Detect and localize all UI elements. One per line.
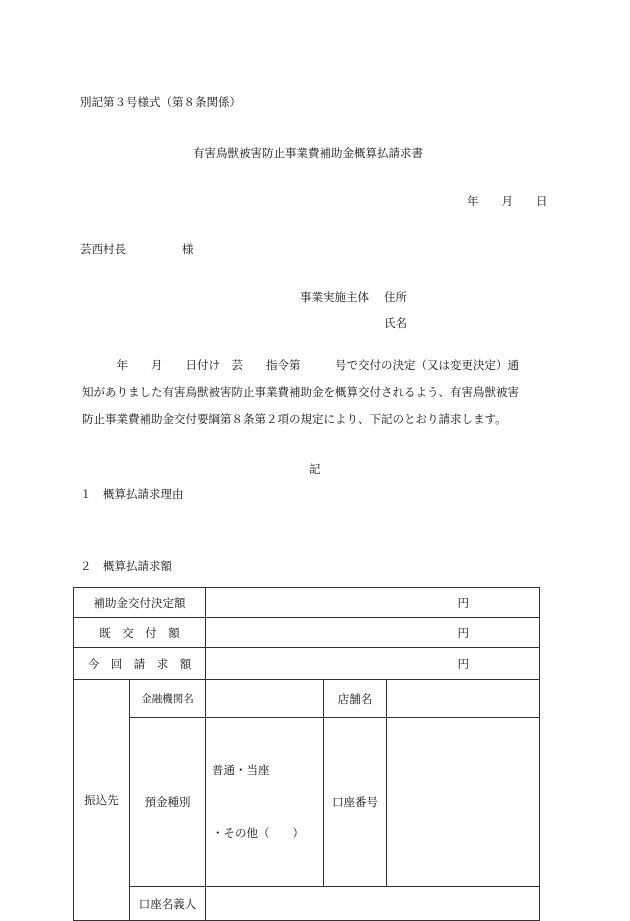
date-line: 年 月 日: [467, 194, 548, 208]
account-number-field[interactable]: [387, 718, 540, 887]
body-line: 年 月 日付け 芸 指令第 号で交付の決定（又は変更決定）通: [82, 358, 519, 372]
addressee-honorific: 様: [182, 242, 194, 256]
applicant-name-label: 氏名: [384, 316, 407, 330]
decided-amount-value[interactable]: 円: [206, 588, 540, 618]
body-paragraph: [82, 352, 532, 433]
current-request-value[interactable]: 円: [206, 648, 540, 680]
applicant-entity-label: 事業実施主体: [300, 290, 369, 304]
already-paid-label: 既 交 付 額: [74, 618, 206, 648]
form-reference: 別記第３号様式（第８条関係）: [80, 95, 241, 109]
branch-label: 店舗名: [324, 680, 387, 718]
item-amount-heading: ２ 概算払請求額: [80, 559, 172, 573]
branch-field[interactable]: [387, 680, 540, 718]
transfer-destination-label: 振込先: [74, 680, 130, 921]
bank-name-label: 金融機関名: [130, 680, 206, 718]
ki-heading: 記: [309, 462, 321, 476]
decided-amount-label: 補助金交付決定額: [74, 588, 206, 618]
applicant-address-label: 住所: [384, 290, 407, 304]
account-holder-label: 口座名義人: [130, 887, 206, 921]
document-title: 有害鳥獣被害防止事業費補助金概算払請求書: [193, 146, 423, 160]
current-request-label: 今 回 請 求 額: [74, 648, 206, 680]
request-amount-table: [73, 587, 540, 921]
already-paid-value[interactable]: 円: [206, 618, 540, 648]
deposit-option-other: ・その他（ ）: [212, 826, 304, 840]
account-number-label: 口座番号: [324, 718, 387, 887]
account-holder-field[interactable]: [206, 887, 540, 921]
deposit-type-options[interactable]: [206, 718, 324, 887]
deposit-option-ordinary-current: 普通・当座: [212, 763, 270, 777]
body-line: 知がありました有害鳥獣被害防止事業費補助金を概算交付されるよう、有害鳥獣被害: [82, 385, 519, 399]
addressee-name: 芸西村長: [80, 242, 126, 256]
deposit-type-label: 預金種別: [130, 718, 206, 887]
bank-name-field[interactable]: [206, 680, 324, 718]
body-line: 防止事業費補助金交付要綱第８条第２項の規定により、下記のとおり請求します。: [82, 412, 507, 426]
item-reason-heading: １ 概算払請求理由: [80, 487, 184, 501]
